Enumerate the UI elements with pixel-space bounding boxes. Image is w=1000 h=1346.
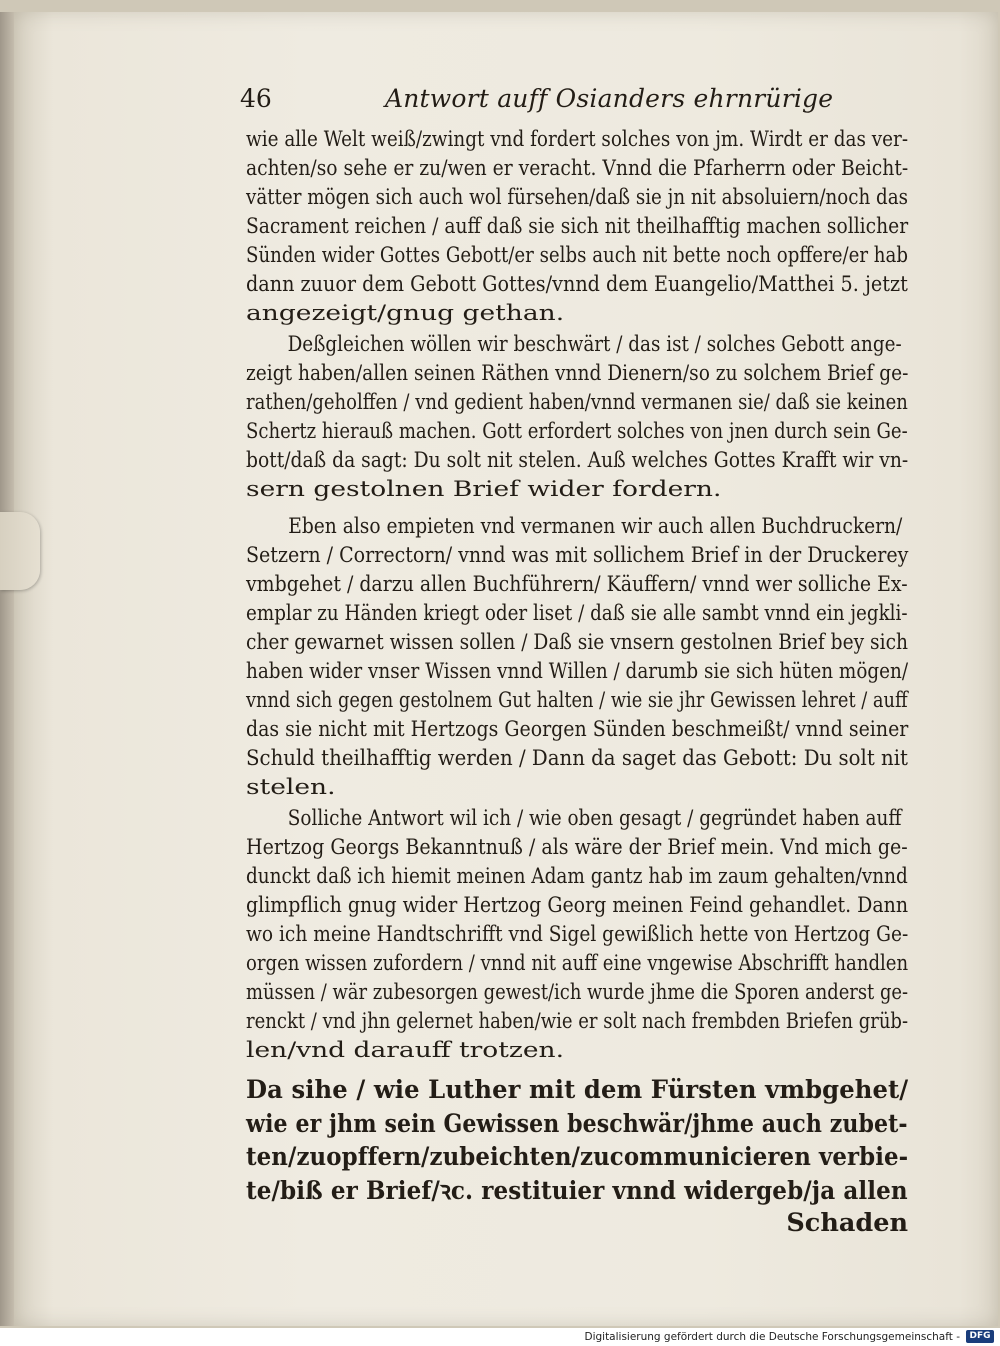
running-head: Antwort auff Osianders ehrnrürige	[385, 84, 834, 113]
text-line: glimpflich gnug wider Hertzog Georg meinen Feind gehandlet. Dann	[246, 892, 909, 917]
text-line: rathen/geholffen / vnd gedient haben/vnnd vermanen sie/ daß sie keinen	[246, 389, 908, 414]
text-line: haben wider vnser Wissen vnnd Willen / darumb sie sich hüten mögen/	[246, 658, 909, 683]
text-line: Schertz hierauß machen. Gott erfordert solches von jnen durch sein Ge-	[246, 418, 908, 443]
text-block	[240, 84, 909, 1238]
text-line: cher gewarnet wissen sollen / Daß sie vnsern gestolnen Brief bey sich	[246, 629, 909, 654]
text-line: bott/daß da sagt: Du solt nit stelen. Auß welches Gottes Krafft wir vn-	[246, 447, 909, 472]
footer-bar	[0, 1328, 1000, 1346]
text-line: Sacrament reichen / auff daß sie sich nit theilhafftig machen sollicher	[246, 213, 909, 238]
text-line: Eben also empieten vnd vermanen wir auch allen Buchdruckern/	[288, 513, 903, 538]
text-line: len/vnd darauff trotzen.	[246, 1037, 565, 1062]
text-line: vätter mögen sich auch wol fürsehen/daß sie jn nit absoluiern/noch das	[246, 184, 908, 209]
text-line: renckt / vnd jhn gelernet haben/wie er solt nach frembden Briefen grüb-	[246, 1008, 909, 1033]
text-line: angezeigt/gnug gethan.	[246, 300, 565, 325]
text-line: stelen.	[246, 774, 336, 799]
text-line: vmbgehet / darzu allen Buchführern/ Käuffern/ vnnd wer solliche Ex-	[246, 571, 908, 596]
text-line: sern gestolnen Brief wider fordern.	[246, 476, 722, 501]
bold-commentary	[246, 1074, 908, 1208]
bold-line: te/biß er Brief/ꝛc. restituier vnnd widergeb/ja allen	[246, 1175, 908, 1206]
text-line: zeigt haben/allen seinen Räthen vnnd Dienern/so zu solchem Brief ge-	[246, 360, 909, 385]
text-line: dann zuuor dem Gebott Gottes/vnnd dem Euangelio/Matthei 5. jetzt	[246, 271, 908, 296]
bold-line: Da sihe / wie Luther mit dem Fürsten vmbgehet/	[246, 1075, 909, 1105]
text-line: dunckt daß ich hiemit meinen Adam gantz hab im zaum gehalten/vnnd	[246, 863, 908, 888]
page-header	[240, 84, 908, 124]
text-line: orgen wissen zufordern / vnnd nit auff eine vngewise Abschrifft handlen	[246, 950, 909, 975]
text-line: Deßgleichen wöllen wir beschwärt / das ist / solches Gebott ange-	[287, 331, 902, 356]
bold-line: wie er jhm sein Gewissen beschwär/jhme auch zubet-	[246, 1108, 908, 1139]
bold-line: ten/zuopffern/zubeichten/zucommunicieren verbie-	[246, 1142, 909, 1172]
text-line: Solliche Antwort wil ich / wie oben gesagt / gegründet haben auff	[287, 805, 902, 830]
text-line: wo ich meine Handtschrifft vnd Sigel gewißlich hette von Hertzog Ge-	[246, 921, 909, 946]
paragraph-2	[246, 329, 908, 503]
funding-notice: Digitalisierung gefördert durch die Deutsche Forschungsgemeinschaft -	[584, 1331, 960, 1343]
text-line: Schuld theilhafftig werden / Dann da saget das Gebott: Du solt nit	[246, 745, 908, 770]
paragraph-4	[246, 803, 908, 1064]
page-edge	[0, 12, 14, 1326]
text-line: vnnd sich gegen gestolnem Gut halten / wie sie jhr Gewissen lehret / auff	[246, 687, 908, 712]
catchword: Schaden	[786, 1208, 908, 1238]
page-number: 46	[240, 84, 272, 113]
text-line: müssen / wär zubesorgen gewest/ich wurde jhme die Sporen anderst ge-	[246, 979, 909, 1004]
page-tab-marker	[0, 512, 40, 590]
text-line: Hertzog Georgs Bekanntnuß / als wäre der Brief mein. Vnd mich ge-	[246, 834, 908, 859]
text-line: wie alle Welt weiß/zwingt vnd fordert solches von jm. Wirdt er das ver-	[246, 126, 909, 151]
text-line: das sie nicht mit Hertzogs Georgen Sünden beschmeißt/ vnnd seiner	[246, 716, 909, 741]
text-line: achten/so sehe er zu/wen er veracht. Vnnd die Pfarherrn oder Beicht-	[246, 155, 909, 180]
paragraph-3	[246, 511, 908, 801]
dfg-logo-icon: DFG	[966, 1330, 994, 1343]
text-line: Setzern / Correctorn/ vnnd was mit sollichem Brief in der Druckerey	[246, 542, 909, 567]
text-line: Sünden wider Gottes Gebott/er selbs auch nit bette noch opffere/er hab	[246, 242, 908, 267]
paragraph-1	[246, 124, 908, 327]
text-line: emplar zu Händen kriegt oder liset / daß sie alle sambt vnnd ein jegkli-	[246, 600, 908, 625]
